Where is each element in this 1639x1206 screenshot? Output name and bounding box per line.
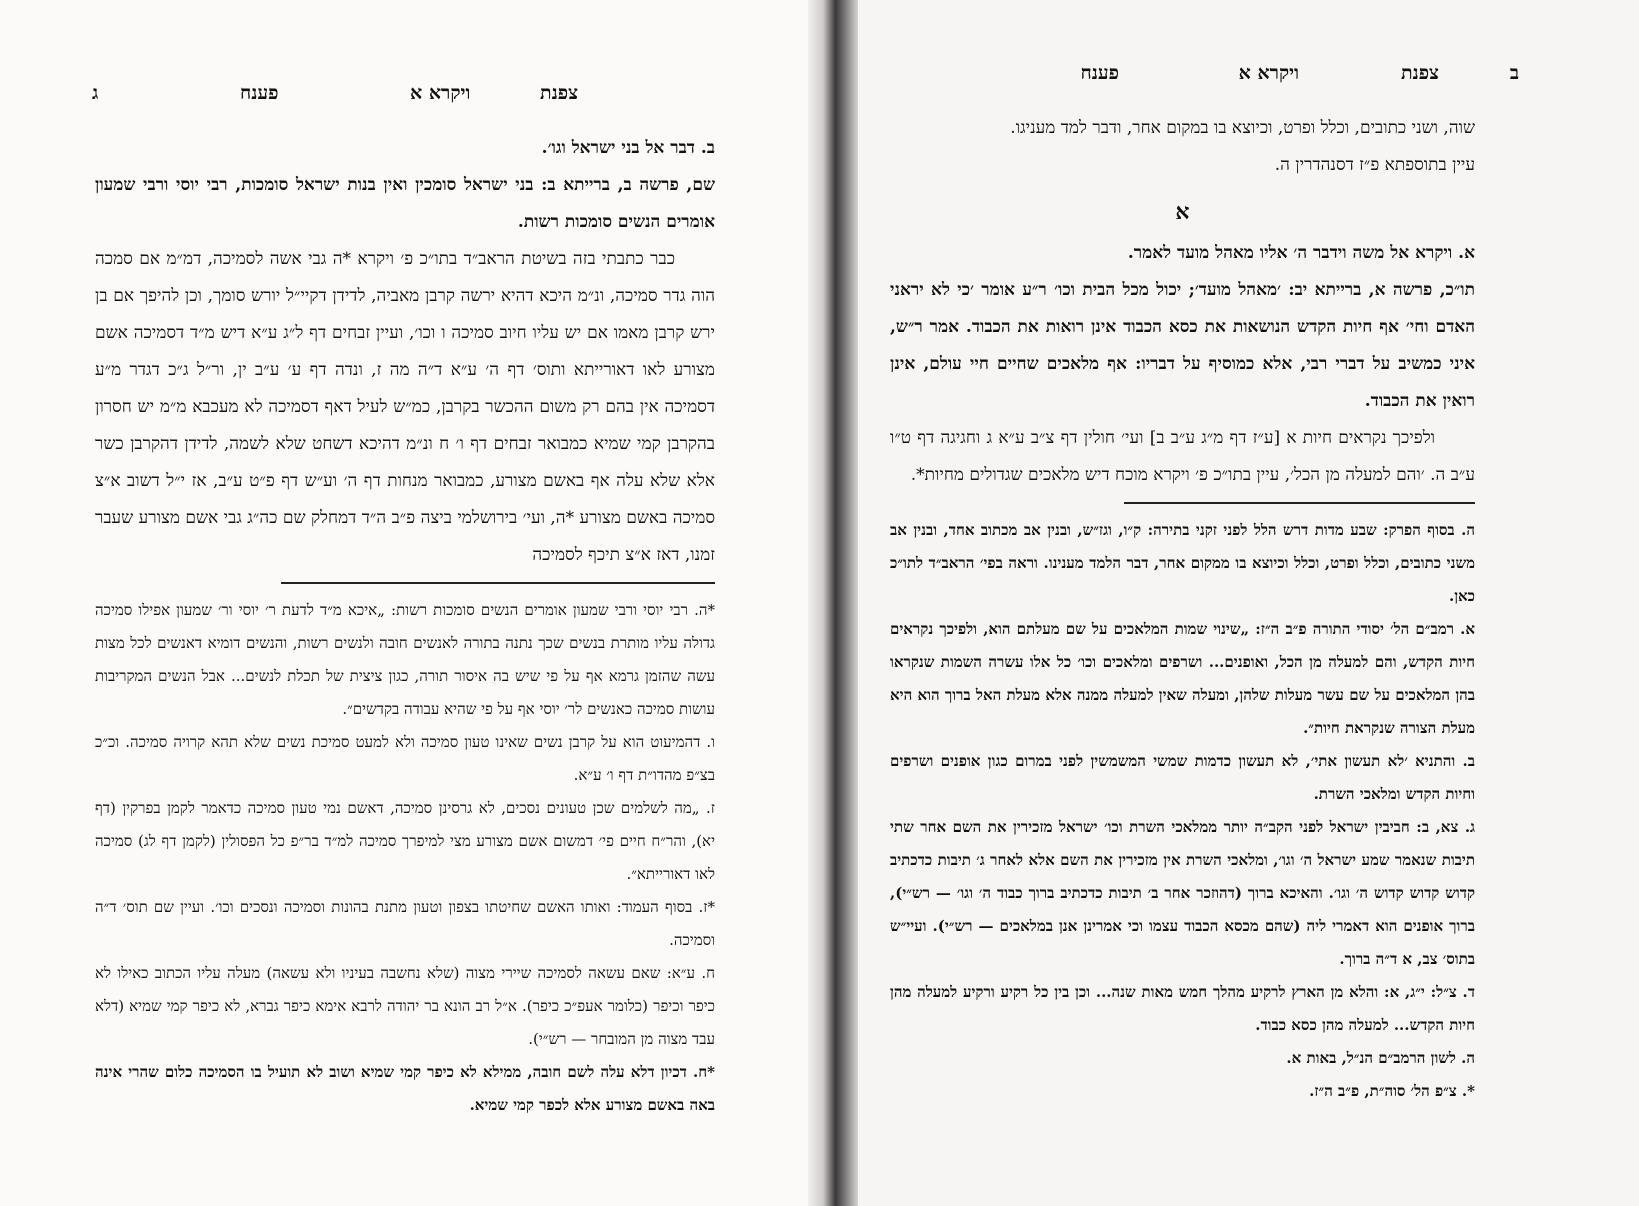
header-book-right: צפנת: [1400, 62, 1439, 84]
paragraph: א. ויקרא אל משה וידבר ה׳ אליו מאהל מועד לאמר.: [1127, 243, 1475, 263]
right-page-header: [858, 62, 1639, 92]
left-page: [0, 0, 808, 1206]
footnote: *ז. בסוף העמוד: ואותו האשם שחיטתו בצפון וטעון מתנת בהונות וסמיכה ונסכים וכו׳. ועיין שם תוס׳ ד״ה וסמיכה.: [95, 898, 715, 949]
footnote: ב. והתניא ׳לא תעשון אתי׳, לא תעשון כדמות שמשי המשמשין לפני במרום כגון אופנים ושרפים וחיות הקדש ומלאכי השרת.: [890, 752, 1475, 803]
footnote: א. רמב״ם הל׳ יסודי התורה פ״ב ה״ז: „שינוי שמות המלאכים על שם מעלתם הוא, ולפיכך נקראים חיות הקדש, והם למעלה מן הכל, ואופנים... ושרפים ומלאכים וכו׳ כל אלו עשרה השמות שנקראו בהן המלאכים על שם עשר מעלות שלהן, ומעלה שאין למעלה ממנה אלא מעלת האל ברוך הוא היא מעלת הצורה שנקראת חיות״.: [890, 620, 1475, 737]
footnote-divider: [1124, 502, 1475, 504]
footnote: ה. בסוף הפרק: שבע מדות דרש הלל לפני זקני בתירה: ק״ו, וגז״ש, ובנין אב מכתוב אחד, ובנין אב משני כתובים, וכלל ופרט, וכלל וכיוצא בו ממקום אחר, דבר הלמד מענינו. וראה בפי׳ הראב״ד לתו״כ כאן.: [890, 521, 1475, 605]
footnote-divider: [281, 582, 715, 584]
header-section: ויקרא א: [410, 82, 471, 104]
footnote: ו. דהמיעוט הוא על קרבן נשים שאינו טעון סמיכה ולא למעט סמיכת נשים שלא תהא קרויה סמיכה. וכ״כ בצ״פ מהדו״ת דף ו׳ ע״א.: [95, 733, 715, 784]
top-line: שוה, ושני כתובים, וכלל ופרט, וכיוצא בו במקום אחר, ודבר למד מעניגו.: [1010, 118, 1475, 138]
right-main-text: [890, 110, 1475, 1108]
header-section: ויקרא א: [1238, 62, 1299, 84]
footnote: ח. ע״א: שאם עשאה לסמיכה שיירי מצוה (שלא נחשבה בעיניו ולא עשאה) מעלה עליו הכתוב כאילו לא כיפר וכיפר (כלומר אעפ״כ כיפר). א״ל רב הונא בר יהודה לרבא אימא כיפר גברא, לא כיפר קמי שמיא (דלא עבד מצוה מן המובחר — רש״י).: [95, 964, 715, 1048]
paragraph: תו״כ, פרשה א, ברייתא יב: ׳מאהל מועד׳; יכול מכל הבית וכו׳ ר״ע אומר ׳כי לא יראני האדם וחי׳ אף חיות הקדש הנושאות את כסא הכבוד אינן רואות את הכבוד. אמר ר״ש, איני כמשיב על דברי רבי, אלא כמוסיף על דבריו: אף מלאכים שחיים חיי עולם, אינן רואין את הכבוד.: [890, 280, 1475, 411]
paragraph: שם, פרשה ב, ברייתא ב: בני ישראל סומכין ואין בנות ישראל סומכות, רבי יוסי ורבי שמעון אומרים הנשים סומכות רשות.: [95, 175, 715, 232]
footnote: ז. „מה לשלמים שכן טעונים נסכים, לא גרסינן סמיכה, דאשם נמי טעון סמיכה כדאמר לקמן בפרקין (דף יא), והר״ח חיים פי׳ דמשום אשם מצורע מצי למיפרך סמיכה למ״ד בר״פ כל הפסולין (לקמן דף לג) סמיכה לאו דאורייתא״.: [95, 799, 715, 883]
page-number: ב: [1509, 62, 1519, 84]
book-binding: [808, 0, 858, 1206]
page-number: ג: [92, 82, 99, 104]
footnote: ה. לשון הרמב״ם הנ״ל, באות א.: [1286, 1049, 1475, 1067]
header-book-left: פענח: [240, 82, 279, 104]
right-page: [858, 0, 1639, 1206]
paragraph: כבר כתבתי בזה בשיטת הראב״ד בתו״כ פ׳ ויקרא *ה גבי אשה לסמיכה, דמ״מ אם סמכה הוה גדר סמיכה, ונ״מ היכא דהיא ירשה קרבן מאביה, לדידן דקיי״ל יורש סומך, וכן להיפך אם בן ירש קרבן מאמו אם יש עליו חיוב סמיכה ו וכו׳, ועיין זבחים דף ל״ג ע״א דיש מ״ד דסמיכה אשם מצורע לאו דאורייתא ותוס׳ דף ה׳ ע״א ד״ה מה ז, ונדה דף ע׳ ע״ב ין, ור״ל ג״כ דגדר מ״ע דסמיכה אין בהם רק משום ההכשר בקרבן, כמ״ש לעיל דאף דסמיכה לא מעכבא מ״מ יש חסרון בהקרבן קמי שמיא כמבואר זבחים דף ו׳ ח ונ״מ דהיכא דשחט שלא לשמה, לדידן דהקרבן כשר אלא שלא עלה אף באשם מצורע, כמבואר מנחות דף ה׳ וע״ש דף פ״ט ע״ב, אז י״ל דשוב א״צ סמיכה באשם מצורע *ה, ועי׳ בירושלמי ביצה פ״ב ה״ד דמחלק שם כה״ג גבי אשם מצורע שעבר זמנו, דאז א״צ תיכף לסמיכה: [95, 249, 715, 565]
footnote: ג. צא, ב: חביבין ישראל לפני הקב״ה יותר ממלאכי השרת וכו׳ ישראל מזכירין את השם אחר שתי תיבות שנאמר שמע ישראל ה׳ וגו׳, ומלאכי השרת אין מזכירין את השם אלא לאחר ג׳ תיבות כדכתיב קדוש קדוש קדוש ה׳ וגו׳. והאיכא ברוך (דהוזכר אחר ב׳ תיבות כדכתיב ברוך כבוד ה׳ וגו׳ — רש״י), ברוך אופנים הוא דאמרי ליה (שהם מכסא הכבוד עצמו וכי אמרינן אנן במלאכים — רש״י). ועיי״ש בתוס׳ צב, א ד״ה ברוך.: [890, 818, 1475, 968]
paragraph: ולפיכך נקראים חיות א [ע״ז דף מ״ג ע״ב ב] ועי׳ חולין דף צ״ב ע״א ג וחגיגה דף ט״ו ע״ב ה. ׳והם למעלה מן הכל׳, עיין בתו״כ פ׳ ויקרא מוכח דיש מלאכים שגדולים מחיות*.: [890, 428, 1475, 485]
top-line: עיין בתוספתא פ״ז דסנהדרין ה.: [1274, 155, 1475, 175]
paragraph: ב. דבר אל בני ישראל וגו׳.: [541, 138, 715, 158]
footnote: ד. צ״ל: י״ג, א: והלא מן הארץ לרקיע מהלך חמש מאות שנה... וכן בין כל רקיע ורקיע למעלה מהן חיות הקדש... למעלה מהן כסא כבוד.: [890, 983, 1475, 1034]
footnote: *ח. דכיון דלא עלה לשם חובה, ממילא לא כיפר קמי שמיא ושוב לא תועיל בו הסמיכה כלום שהרי אינה באה באשם מצורע אלא לכפר קמי שמיא.: [95, 1063, 715, 1114]
footnote: *. צ״פ הל׳ סוה״ת, פ״ב ה״ז.: [1309, 1082, 1475, 1100]
left-main-text: [95, 130, 715, 1122]
header-book-right: צפנת: [540, 82, 579, 104]
left-page-header: [0, 82, 808, 112]
chapter-letter: א: [1175, 199, 1190, 225]
header-book-left: פענח: [1080, 62, 1119, 84]
footnote: *ה. רבי יוסי ורבי שמעון אומרים הנשים סומכות רשות: „איכא מ״ד לדעת ר׳ יוסי ור׳ שמעון אפילו סמיכה גדולה עליו מותרת בנשים שכך נתנה בתורה לאנשים חובה ולנשים רשות, והנשים דומיא דאנשים לכל מצות עשה שהזמן גרמא אף על פי שיש בה איסור תורה, כגון ציצית של תכלת לנשים... אבל הנשים המקריבות עושות סמיכה כאנשים לר׳ יוסי אף על פי שהיא עבודה בקדשים״.: [95, 601, 715, 718]
